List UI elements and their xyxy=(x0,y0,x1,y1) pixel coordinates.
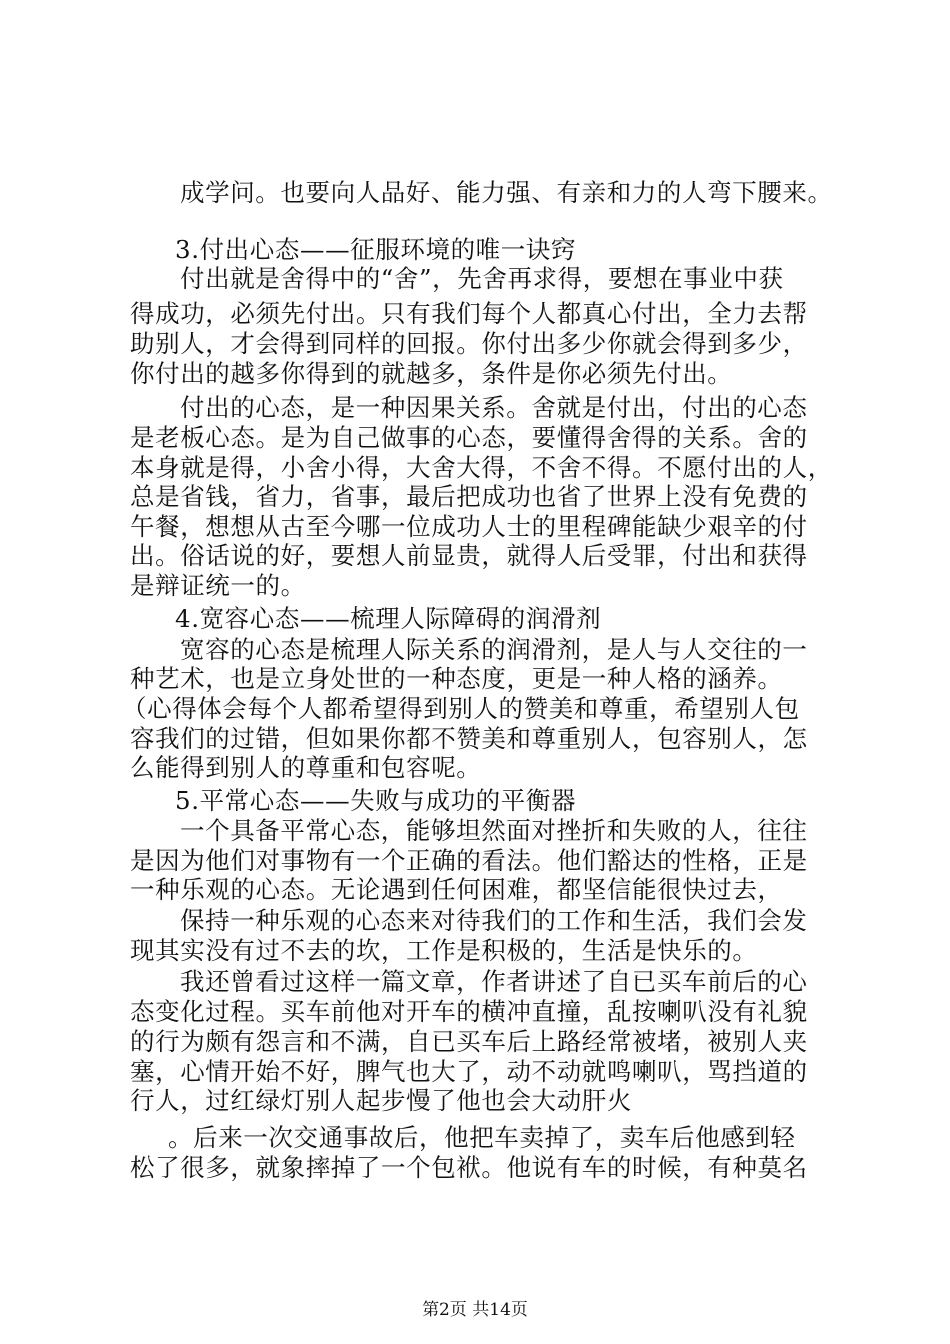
text-line: 保持一种乐观的心态来对待我们的工作和生活，我们会发 xyxy=(180,906,808,935)
text-line: 出。俗话说的好，要想人前显贵，就得人后受罪，付出和获得 xyxy=(130,541,808,570)
text-line: 你付出的越多你得到的就越多，条件是你必须先付出。 xyxy=(130,359,733,388)
text-line: 。后来一次交通事故后，他把车卖掉了，卖车后他感到轻 xyxy=(168,1123,796,1152)
text-line: 午餐，想想从古至今哪一位成功人士的里程碑能缺少艰辛的付 xyxy=(130,512,808,541)
text-line: 是因为他们对事物有一个正确的看法。他们豁达的性格，正是 xyxy=(130,846,808,875)
text-line: 我还曾看过这样一篇文章，作者讲述了自已买车前后的心 xyxy=(180,967,808,996)
text-line: 本身就是得，小舍小得，大舍大得，不舍不得。不愿付出的人， xyxy=(130,453,833,482)
text-line: 的行为颇有怨言和不满，自已买车后上路经常被堵，被别人夹 xyxy=(130,1027,808,1056)
text-line: 行人，过红绿灯别人起步慢了他也会大动肝火 xyxy=(130,1086,632,1115)
text-line: 成学问。也要向人品好、能力强、有亲和力的人弯下腰来。 xyxy=(180,178,833,207)
text-line: （心得体会每个人都希望得到别人的赞美和尊重，希望别人包 xyxy=(122,694,800,723)
text-line: 塞，心情开始不好，脾气也大了，动不动就鸣喇叭，骂挡道的 xyxy=(130,1057,808,1086)
text-line: 助别人，才会得到同样的回报。你付出多少你就会得到多少， xyxy=(130,329,808,358)
section-heading: 3.付出心态——征服环境的唯一诀窍 xyxy=(175,235,577,264)
text-line: 种艺术，也是立身处世的一种态度，更是一种人格的涵养。 xyxy=(130,664,783,693)
text-line: 宽容的心态是梳理人际关系的润滑剂，是人与人交往的一 xyxy=(180,635,808,664)
text-line: 付出的心态，是一种因果关系。舍就是付出，付出的心态 xyxy=(180,393,808,422)
text-line: 是辩证统一的。 xyxy=(130,571,306,600)
page-number-footer: 第2页 共14页 xyxy=(422,1300,528,1320)
text-line: 得成功，必须先付出。只有我们每个人都真心付出，全力去帮 xyxy=(130,299,808,328)
text-line: 付出就是舍得中的“舍”，先舍再求得，要想在事业中获 xyxy=(180,264,784,293)
text-line: 现其实没有过不去的坎，工作是积极的，生活是快乐的。 xyxy=(130,936,758,965)
section-heading: 4.宽容心态——梳理人际障碍的润滑剂 xyxy=(175,604,602,633)
section-heading: 5.平常心态——失败与成功的平衡器 xyxy=(175,786,577,815)
text-line: 态变化过程。买车前他对开车的横冲直撞，乱按喇叭没有礼貌 xyxy=(130,997,808,1026)
text-line: 一种乐观的心态。无论遇到任何困难，都坚信能很快过去， xyxy=(130,875,783,904)
text-line: 容我们的过错，但如果你都不赞美和尊重别人，包容别人，怎 xyxy=(130,724,808,753)
text-line: 总是省钱，省力，省事，最后把成功也省了世界上没有免费的 xyxy=(130,482,808,511)
text-line: 一个具备平常心态，能够坦然面对挫折和失败的人，往往 xyxy=(180,816,808,845)
text-line: 么能得到别人的尊重和包容呢。 xyxy=(130,753,482,782)
text-line: 是老板心态。是为自己做事的心态，要懂得舍得的关系。舍的 xyxy=(130,423,808,452)
text-line: 松了很多，就象摔掉了一个包袱。他说有车的时候，有种莫名 xyxy=(130,1153,808,1182)
